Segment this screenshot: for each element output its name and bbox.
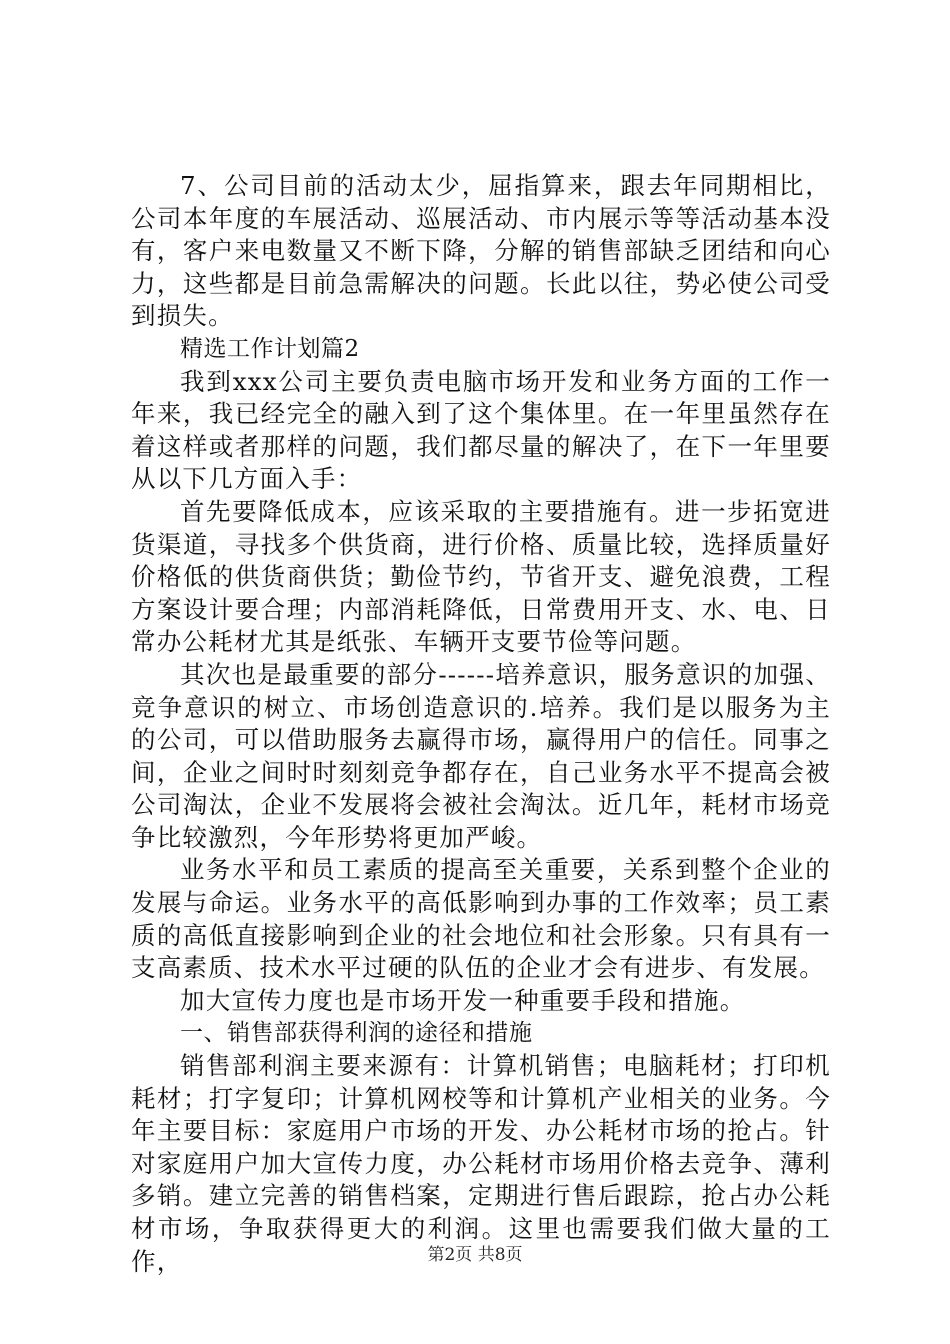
paragraph-awareness: 其次也是最重要的部分------培养意识，服务意识的加强、竞争意识的树立、市场创造意识的.培养。我们是以服务为主的公司，可以借助服务去赢得市场，赢得用户的信任。同事之间，企业之间时时刻刻竞争都存在，自己业务水平不提高会被公司淘汰，企业不发展将会被社会淘汰。近几年，耗材市场竞争比较激烈，今年形势将更加严峻。	[131, 659, 831, 852]
paragraph-staff-quality: 业务水平和员工素质的提高至关重要，关系到整个企业的发展与命运。业务水平的高低影响到办事的工作效率；员工素质的高低直接影响到企业的社会地位和社会形象。只有具有一支高素质、技术水平过硬的队伍的企业才会有进步、有发展。	[131, 855, 831, 983]
section-title-plan-2: 精选工作计划篇2	[180, 335, 360, 362]
document-body	[131, 170, 831, 1278]
paragraph-reduce-cost: 首先要降低成本，应该采取的主要措施有。进一步拓宽进货渠道，寻找多个供货商，进行价格、质量比较，选择质量好价格低的供货商供货；勤俭节约，节省开支、避免浪费，工程方案设计要合理；内部消耗降低，日常费用开支、水、电、日常办公耗材尤其是纸张、车辆开支要节俭等问题。	[131, 496, 831, 657]
page-number: 第2页 共8页	[427, 1245, 523, 1265]
paragraph-profit-sources: 销售部利润主要来源有：计算机销售；电脑耗材；打印机耗材；打字复印；计算机网校等和计算机产业相关的业务。今年主要目标：家庭用户市场的开发、办公耗材市场的抢占。针对家庭用户加大宣传力度，办公耗材市场用价格去竞争、薄利多销。建立完善的销售档案，定期进行售后跟踪，抢占办公耗材市场，争取获得更大的利润。这里也需要我们做大量的工作，	[131, 1051, 831, 1276]
paragraph-intro: 我到xxx公司主要负责电脑市场开发和业务方面的工作一年来，我已经完全的融入到了这个集体里。在一年里虽然存在着这样或者那样的问题，我们都尽量的解决了，在下一年里要从以下几方面入手：	[131, 366, 831, 494]
paragraph-activities: 7、公司目前的活动太少，屈指算来，跟去年同期相比，公司本年度的车展活动、巡展活动、市内展示等等活动基本没有，客户来电数量又不断下降，分解的销售部缺乏团结和向心力，这些都是目前急需解决的问题。长此以往，势必使公司受到损失。	[131, 171, 831, 331]
paragraph-publicity: 加大宣传力度也是市场开发一种重要手段和措施。	[180, 985, 746, 1015]
section-title-profit: 一、销售部获得利润的途径和措施	[180, 1020, 533, 1047]
